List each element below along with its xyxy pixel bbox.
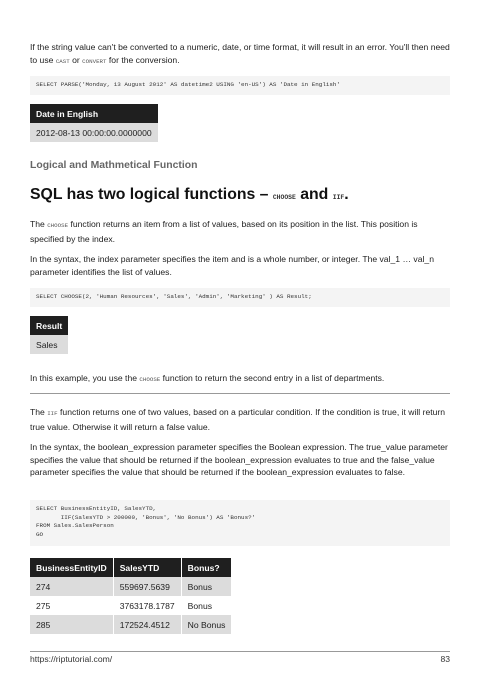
divider <box>30 393 450 394</box>
table-row <box>30 577 231 596</box>
code-block-parse: SELECT PARSE('Monday, 13 August 2012' AS datetime2 USING 'en-US') AS 'Date in English' <box>30 76 450 95</box>
paragraph-text: The <box>30 219 48 229</box>
table-cell: 275 <box>30 596 113 615</box>
inline-code-convert: CONVERT <box>82 57 107 65</box>
paragraph-text: function returns one of two values, based on a particular condition. If the condition is true, it will return true value. Otherwise it will return a false value. <box>30 407 446 432</box>
result-table-choose <box>30 316 68 354</box>
title-code-choose: CHOOSE <box>272 194 296 201</box>
footer-url-link[interactable]: https://riptutorial.com/ <box>30 654 113 664</box>
iif-paragraph <box>30 406 450 433</box>
title-text: SQL has two logical functions – <box>30 186 273 203</box>
intro-text: If the string value can't be converted to a numeric, date, or time format, it will result in an error. You'll then need to use <box>30 42 450 65</box>
table-header: BusinessEntityID <box>30 558 113 577</box>
table-header: Bonus? <box>181 558 231 577</box>
code-block-choose: SELECT CHOOSE(2, 'Human Resources', 'Sales', 'Admin', 'Marketing' ) AS Result; <box>30 288 450 307</box>
table-header: Result <box>30 316 68 335</box>
inline-code-cast: CAST <box>55 57 70 65</box>
table-row <box>30 596 231 615</box>
paragraph-text: function to return the second entry in a list of departments. <box>160 373 385 383</box>
table-cell: 3763178.1787 <box>113 596 181 615</box>
syntax-paragraph-iif: In the syntax, the boolean_expression parameter specifies the Boolean expression. The true_value parameter specifies the value that should be returned if the boolean_expression evaluates to true and the false_value parameter specifies the value that should be returned if the boolean_expression evaluates to false. <box>30 442 448 478</box>
paragraph-text: function returns an item from a list of values, based on its position in the list. This position is specified by the index. <box>30 219 418 244</box>
inline-code-choose: CHOOSE <box>139 376 161 383</box>
page-number: 83 <box>440 654 450 664</box>
paragraph-text: In this example, you use the <box>30 373 140 383</box>
table-cell: 172524.4512 <box>113 615 181 634</box>
table-row <box>30 615 231 634</box>
table-header: SalesYTD <box>113 558 181 577</box>
result-table-parse <box>30 104 158 142</box>
title-text-and: and <box>295 186 333 203</box>
example-paragraph <box>30 372 450 387</box>
intro-paragraph <box>30 41 450 68</box>
choose-paragraph <box>30 218 450 245</box>
code-block-iif: SELECT BusinessEntityID, SalesYTD, IIF(SalesYTD > 200000, 'Bonus', 'No Bonus') AS 'Bonus?' FROM Sales.SalesPerson GO <box>30 500 450 546</box>
table-cell: 285 <box>30 615 113 634</box>
table-cell: Sales <box>30 335 68 354</box>
intro-text-or: or <box>69 54 83 65</box>
table-cell: Bonus <box>181 596 231 615</box>
paragraph-text: The <box>30 407 48 417</box>
title-code-iif: IIF <box>332 194 345 201</box>
table-header: Date in English <box>30 104 158 123</box>
syntax-paragraph-choose: In the syntax, the index parameter specifies the item and is a whole number, or integer. The val_1 … val_n parameter identifies the list of values. <box>30 254 434 277</box>
result-table-iif <box>30 558 231 634</box>
inline-code-choose: CHOOSE <box>47 222 69 229</box>
table-cell: 2012-08-13 00:00:00.0000000 <box>30 123 158 142</box>
table-cell: 559697.5639 <box>113 577 181 596</box>
footer-divider <box>30 651 450 652</box>
section-heading: Logical and Mathmetical Function <box>30 160 198 171</box>
table-cell: No Bonus <box>181 615 231 634</box>
table-cell: 274 <box>30 577 113 596</box>
page-title <box>30 186 349 204</box>
table-cell: Bonus <box>181 577 231 596</box>
page-footer <box>30 654 450 664</box>
title-text-end: . <box>344 186 349 203</box>
inline-code-iif: IIF <box>47 410 58 417</box>
intro-text-end: for the conversion. <box>106 54 180 65</box>
